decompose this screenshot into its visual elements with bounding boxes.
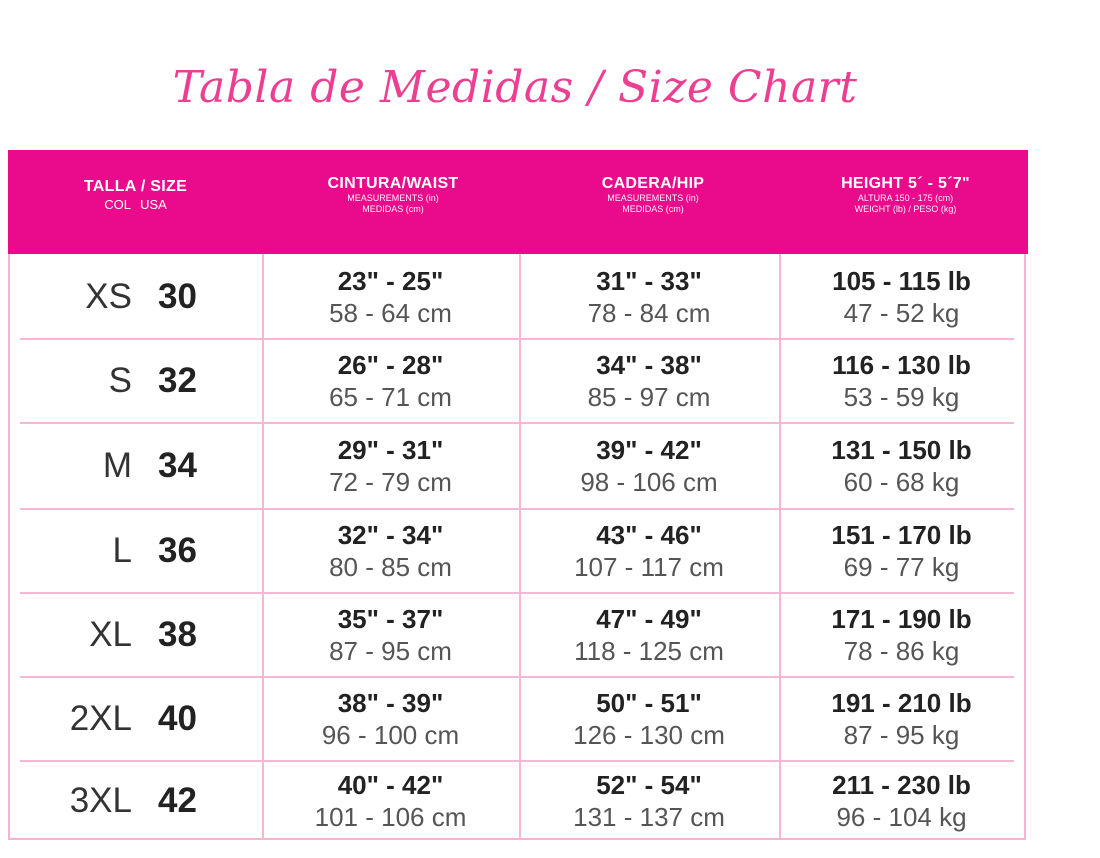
table-row xyxy=(10,678,1024,760)
col-size: 2XL xyxy=(69,699,132,738)
waist-cm: 101 - 106 cm xyxy=(314,802,467,832)
hip-cell xyxy=(519,424,779,508)
waist-cell xyxy=(262,594,519,676)
table-row xyxy=(10,762,1024,840)
hip-inches: 43" - 46" xyxy=(596,520,702,550)
weight-kg: 53 - 59 kg xyxy=(843,382,960,412)
waist-cell xyxy=(262,762,519,840)
table-row xyxy=(10,424,1024,508)
header-size xyxy=(8,150,263,254)
col-size: 3XL xyxy=(69,781,132,820)
hip-cm: 118 - 125 cm xyxy=(574,636,724,666)
usa-size: 32 xyxy=(158,361,197,400)
weight-kg: 60 - 68 kg xyxy=(843,467,960,497)
header-hip xyxy=(523,150,783,254)
size-cell xyxy=(10,424,262,508)
weight-lb: 151 - 170 lb xyxy=(831,520,972,550)
waist-cell xyxy=(262,340,519,422)
waist-inches: 38" - 39" xyxy=(337,688,444,718)
hip-cell xyxy=(519,340,779,422)
waist-cm: 65 - 71 cm xyxy=(329,382,452,412)
weight-cell xyxy=(779,340,1024,422)
hip-cm: 98 - 106 cm xyxy=(580,467,718,497)
header-waist xyxy=(263,150,523,254)
hip-cm: 107 - 117 cm xyxy=(574,552,724,582)
usa-size: 38 xyxy=(158,615,197,654)
hip-inches: 47" - 49" xyxy=(596,604,702,634)
header-size-sublabel: COL USA xyxy=(104,197,167,212)
waist-inches: 23" - 25" xyxy=(337,265,444,296)
hip-cell xyxy=(519,678,779,760)
waist-cell xyxy=(262,424,519,508)
waist-cm: 58 - 64 cm xyxy=(329,297,452,328)
waist-cm: 96 - 100 cm xyxy=(321,720,460,750)
header-height-label: HEIGHT 5´ - 5´7" xyxy=(841,175,970,192)
header-height xyxy=(783,150,1028,254)
col-size: M xyxy=(102,446,132,485)
table-row xyxy=(10,510,1024,592)
hip-inches: 31" - 33" xyxy=(596,265,702,296)
size-chart-table xyxy=(8,150,1026,840)
header-height-sub1: ALTURA 150 - 175 (cm) xyxy=(857,193,954,203)
weight-lb: 116 - 130 lb xyxy=(832,350,971,380)
hip-inches: 52" - 54" xyxy=(596,770,702,800)
header-waist-label: CINTURA/WAIST xyxy=(327,175,459,192)
weight-cell xyxy=(779,255,1024,338)
header-hip-sub2: MEDIDAS (cm) xyxy=(622,204,684,214)
weight-kg: 69 - 77 kg xyxy=(843,552,960,582)
waist-inches: 32" - 34" xyxy=(337,520,444,550)
weight-lb: 105 - 115 lb xyxy=(832,265,971,296)
table-header xyxy=(8,150,1028,254)
hip-cell xyxy=(519,762,779,840)
col-size: S xyxy=(108,361,132,400)
table-row xyxy=(10,340,1024,422)
weight-kg: 87 - 95 kg xyxy=(843,720,960,750)
usa-size: 36 xyxy=(158,531,197,570)
hip-cell xyxy=(519,594,779,676)
waist-cm: 72 - 79 cm xyxy=(329,467,452,497)
waist-cell xyxy=(262,255,519,338)
hip-cell xyxy=(519,255,779,338)
hip-inches: 39" - 42" xyxy=(596,435,702,465)
header-waist-sub1: MEASUREMENTS (in) xyxy=(347,193,439,203)
size-cell xyxy=(10,510,262,592)
weight-lb: 191 - 210 lb xyxy=(831,688,972,718)
weight-cell xyxy=(779,678,1024,760)
usa-size: 30 xyxy=(158,276,197,316)
hip-cell xyxy=(519,510,779,592)
table-row xyxy=(10,255,1024,338)
weight-cell xyxy=(779,762,1024,840)
waist-inches: 35" - 37" xyxy=(337,604,444,634)
hip-inches: 34" - 38" xyxy=(596,350,702,380)
waist-cell xyxy=(262,678,519,760)
weight-cell xyxy=(779,424,1024,508)
waist-inches: 29" - 31" xyxy=(337,435,444,465)
weight-cell xyxy=(779,594,1024,676)
header-waist-sub2: MEDIDAS (cm) xyxy=(362,204,424,214)
header-hip-label: CADERA/HIP xyxy=(601,175,705,192)
weight-kg: 78 - 86 kg xyxy=(843,636,960,666)
col-size: XS xyxy=(85,276,132,316)
chart-title: Tabla de Medidas / Size Chart xyxy=(172,62,858,113)
size-cell xyxy=(10,255,262,338)
usa-size: 34 xyxy=(158,446,197,485)
col-size: L xyxy=(112,531,132,570)
waist-cell xyxy=(262,510,519,592)
header-hip-sub1: MEASUREMENTS (in) xyxy=(607,193,699,203)
weight-lb: 171 - 190 lb xyxy=(831,604,972,634)
size-cell xyxy=(10,678,262,760)
hip-cm: 85 - 97 cm xyxy=(587,382,711,412)
hip-inches: 50" - 51" xyxy=(596,688,702,718)
waist-cm: 87 - 95 cm xyxy=(329,636,452,666)
usa-size: 42 xyxy=(158,781,197,820)
col-size: XL xyxy=(89,615,132,654)
hip-cm: 126 - 130 cm xyxy=(573,720,725,750)
hip-cm: 131 - 137 cm xyxy=(573,802,725,832)
table-row xyxy=(10,594,1024,676)
waist-inches: 26" - 28" xyxy=(337,350,444,380)
usa-size: 40 xyxy=(158,699,197,738)
weight-kg: 96 - 104 kg xyxy=(836,802,967,832)
header-height-sub2: WEIGHT (lb) / PESO (kg) xyxy=(854,204,957,214)
size-cell xyxy=(10,594,262,676)
hip-cm: 78 - 84 cm xyxy=(587,297,711,328)
weight-lb: 211 - 230 lb xyxy=(832,770,971,800)
waist-cm: 80 - 85 cm xyxy=(329,552,452,582)
weight-lb: 131 - 150 lb xyxy=(831,435,972,465)
header-size-label: TALLA / SIZE xyxy=(83,178,188,195)
size-cell xyxy=(10,340,262,422)
size-cell xyxy=(10,762,262,840)
weight-cell xyxy=(779,510,1024,592)
weight-kg: 47 - 52 kg xyxy=(843,297,960,328)
waist-inches: 40" - 42" xyxy=(337,770,444,800)
